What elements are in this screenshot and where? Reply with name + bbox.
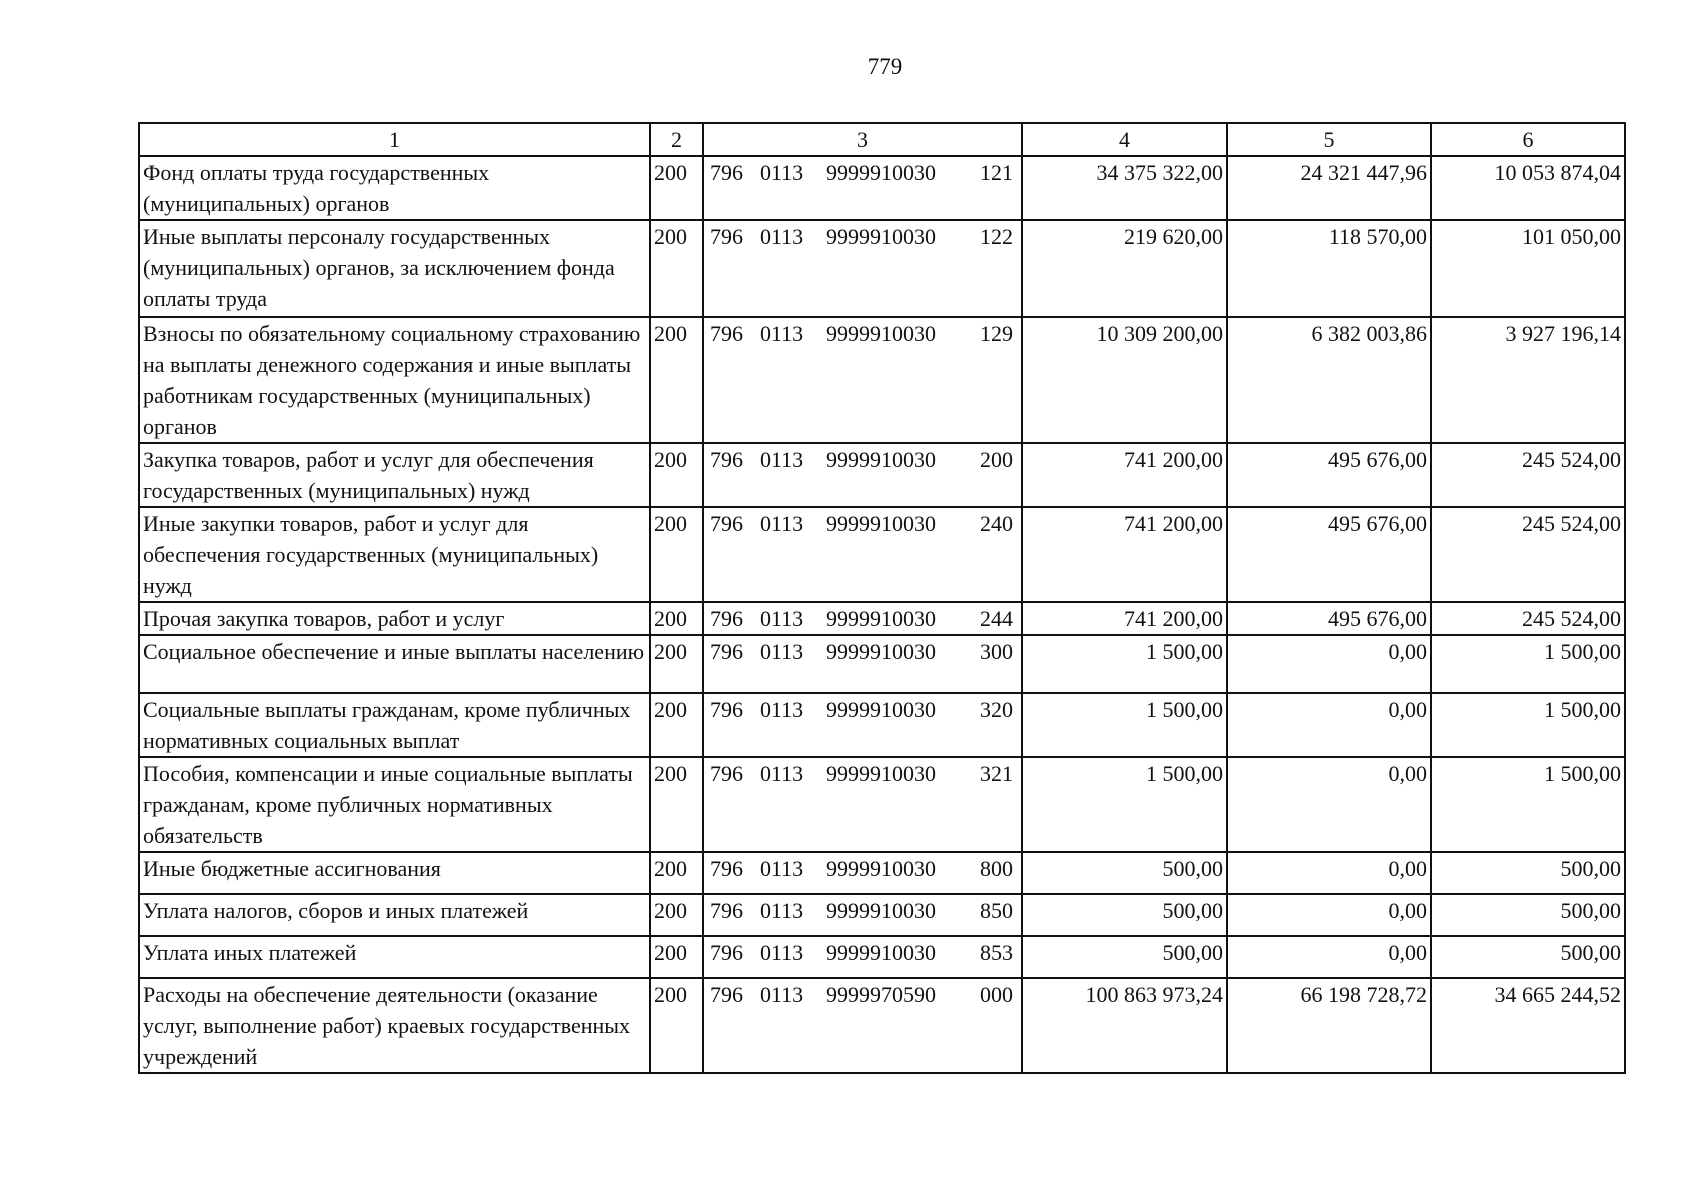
code-part: 200 [980,447,1013,472]
row-code [703,978,1022,1073]
table-row [139,936,1625,978]
code-part: 796 [710,606,743,631]
code-part: 0113 [760,606,804,631]
row-col2: 200 [650,156,703,220]
row-name: Пособия, компенсации и иные социальные выплаты гражданам, кроме публичных нормативных обязательств [139,757,650,852]
code-part: 796 [710,940,743,965]
row-value-col5: 495 676,00 [1227,507,1431,602]
code-part: 796 [710,898,743,923]
row-value-col6: 245 524,00 [1431,443,1625,507]
row-value-col5: 495 676,00 [1227,443,1431,507]
code-part: 0113 [760,160,804,185]
code-part: 9999910030 [826,511,936,536]
code-part: 9999910030 [826,639,936,664]
code-part: 0113 [760,321,804,346]
row-value-col4: 500,00 [1022,894,1227,936]
row-col2: 200 [650,894,703,936]
row-code [703,507,1022,602]
table-header-row [139,123,1625,156]
column-header: 4 [1022,123,1227,156]
code-part: 0113 [760,982,804,1007]
row-value-col6: 101 050,00 [1431,220,1625,317]
table-row [139,443,1625,507]
row-name: Уплата иных платежей [139,936,650,978]
row-name: Расходы на обеспечение деятельности (оказание услуг, выполнение работ) краевых государственных учреждений [139,978,650,1073]
code-part: 244 [980,606,1013,631]
column-header: 5 [1227,123,1431,156]
table-row [139,507,1625,602]
code-part: 0113 [760,761,804,786]
code-part: 0113 [760,447,804,472]
row-code [703,156,1022,220]
row-value-col6: 1 500,00 [1431,757,1625,852]
row-value-col4: 500,00 [1022,936,1227,978]
table-row [139,852,1625,894]
code-part: 321 [980,761,1013,786]
row-value-col4: 500,00 [1022,852,1227,894]
row-value-col6: 1 500,00 [1431,693,1625,757]
code-part: 122 [980,224,1013,249]
row-col2: 200 [650,602,703,635]
code-part: 240 [980,511,1013,536]
row-code [703,602,1022,635]
code-part: 850 [980,898,1013,923]
table-row [139,220,1625,317]
row-value-col6: 3 927 196,14 [1431,317,1625,443]
code-part: 300 [980,639,1013,664]
row-value-col6: 245 524,00 [1431,507,1625,602]
row-value-col5: 0,00 [1227,852,1431,894]
code-part: 9999910030 [826,761,936,786]
code-part: 9999910030 [826,606,936,631]
code-part: 121 [980,160,1013,185]
row-name: Прочая закупка товаров, работ и услуг [139,602,650,635]
row-col2: 200 [650,936,703,978]
row-code [703,220,1022,317]
row-code [703,635,1022,693]
row-value-col4: 1 500,00 [1022,693,1227,757]
row-value-col5: 495 676,00 [1227,602,1431,635]
code-part: 796 [710,160,743,185]
code-part: 320 [980,697,1013,722]
code-part: 0113 [760,224,804,249]
row-col2: 200 [650,317,703,443]
row-value-col6: 245 524,00 [1431,602,1625,635]
code-part: 796 [710,447,743,472]
row-value-col5: 0,00 [1227,757,1431,852]
row-value-col4: 34 375 322,00 [1022,156,1227,220]
code-part: 9999910030 [826,447,936,472]
code-part: 9999910030 [826,321,936,346]
row-code [703,936,1022,978]
row-value-col5: 0,00 [1227,693,1431,757]
row-value-col5: 0,00 [1227,635,1431,693]
code-part: 000 [980,982,1013,1007]
row-name: Уплата налогов, сборов и иных платежей [139,894,650,936]
row-code [703,317,1022,443]
table-row [139,757,1625,852]
code-part: 129 [980,321,1013,346]
row-value-col6: 10 053 874,04 [1431,156,1625,220]
row-value-col5: 66 198 728,72 [1227,978,1431,1073]
row-col2: 200 [650,978,703,1073]
code-part: 9999910030 [826,160,936,185]
code-part: 800 [980,856,1013,881]
row-value-col6: 500,00 [1431,936,1625,978]
code-part: 796 [710,639,743,664]
row-col2: 200 [650,693,703,757]
row-value-col4: 741 200,00 [1022,443,1227,507]
code-part: 853 [980,940,1013,965]
row-value-col5: 118 570,00 [1227,220,1431,317]
row-value-col4: 1 500,00 [1022,635,1227,693]
code-part: 796 [710,321,743,346]
table-row [139,156,1625,220]
code-part: 9999910030 [826,856,936,881]
row-value-col4: 741 200,00 [1022,507,1227,602]
column-header: 6 [1431,123,1625,156]
row-col2: 200 [650,852,703,894]
table-body [139,123,1625,1073]
row-value-col6: 500,00 [1431,852,1625,894]
code-part: 796 [710,982,743,1007]
row-col2: 200 [650,635,703,693]
row-value-col4: 10 309 200,00 [1022,317,1227,443]
row-value-col4: 741 200,00 [1022,602,1227,635]
column-header: 2 [650,123,703,156]
row-code [703,443,1022,507]
row-code [703,894,1022,936]
column-header: 3 [703,123,1022,156]
row-code [703,852,1022,894]
code-part: 0113 [760,898,804,923]
code-part: 0113 [760,856,804,881]
row-code [703,757,1022,852]
budget-table [138,122,1626,1074]
row-value-col4: 100 863 973,24 [1022,978,1227,1073]
code-part: 796 [710,856,743,881]
code-part: 796 [710,224,743,249]
row-value-col4: 219 620,00 [1022,220,1227,317]
code-part: 796 [710,511,743,536]
page-number: 779 [867,54,903,79]
code-part: 0113 [760,511,804,536]
row-value-col5: 6 382 003,86 [1227,317,1431,443]
code-part: 9999910030 [826,224,936,249]
code-part: 9999910030 [826,940,936,965]
code-part: 796 [710,761,743,786]
code-part: 9999910030 [826,697,936,722]
column-header: 1 [139,123,650,156]
row-col2: 200 [650,220,703,317]
row-name: Иные выплаты персоналу государственных (муниципальных) органов, за исключением фонда оплаты труда [139,220,650,317]
row-name: Иные бюджетные ассигнования [139,852,650,894]
row-name: Социальное обеспечение и иные выплаты населению [139,635,650,693]
row-value-col4: 1 500,00 [1022,757,1227,852]
row-value-col6: 34 665 244,52 [1431,978,1625,1073]
row-value-col5: 0,00 [1227,894,1431,936]
code-part: 9999910030 [826,898,936,923]
row-name: Социальные выплаты гражданам, кроме публичных нормативных социальных выплат [139,693,650,757]
table-row [139,635,1625,693]
code-part: 9999970590 [826,982,936,1007]
table-row [139,894,1625,936]
table-row [139,602,1625,635]
row-name: Иные закупки товаров, работ и услуг для обеспечения государственных (муниципальных) нужд [139,507,650,602]
row-value-col5: 0,00 [1227,936,1431,978]
row-name: Фонд оплаты труда государственных (муниципальных) органов [139,156,650,220]
row-value-col6: 1 500,00 [1431,635,1625,693]
code-part: 796 [710,697,743,722]
row-name: Закупка товаров, работ и услуг для обеспечения государственных (муниципальных) нужд [139,443,650,507]
row-col2: 200 [650,507,703,602]
row-value-col6: 500,00 [1431,894,1625,936]
row-value-col5: 24 321 447,96 [1227,156,1431,220]
row-col2: 200 [650,443,703,507]
table-row [139,317,1625,443]
row-name: Взносы по обязательному социальному страхованию на выплаты денежного содержания и иные выплаты работникам государственных (муниципальных) органов [139,317,650,443]
code-part: 0113 [760,940,804,965]
code-part: 0113 [760,639,804,664]
row-code [703,693,1022,757]
code-part: 0113 [760,697,804,722]
table-row [139,693,1625,757]
table-row [139,978,1625,1073]
row-col2: 200 [650,757,703,852]
